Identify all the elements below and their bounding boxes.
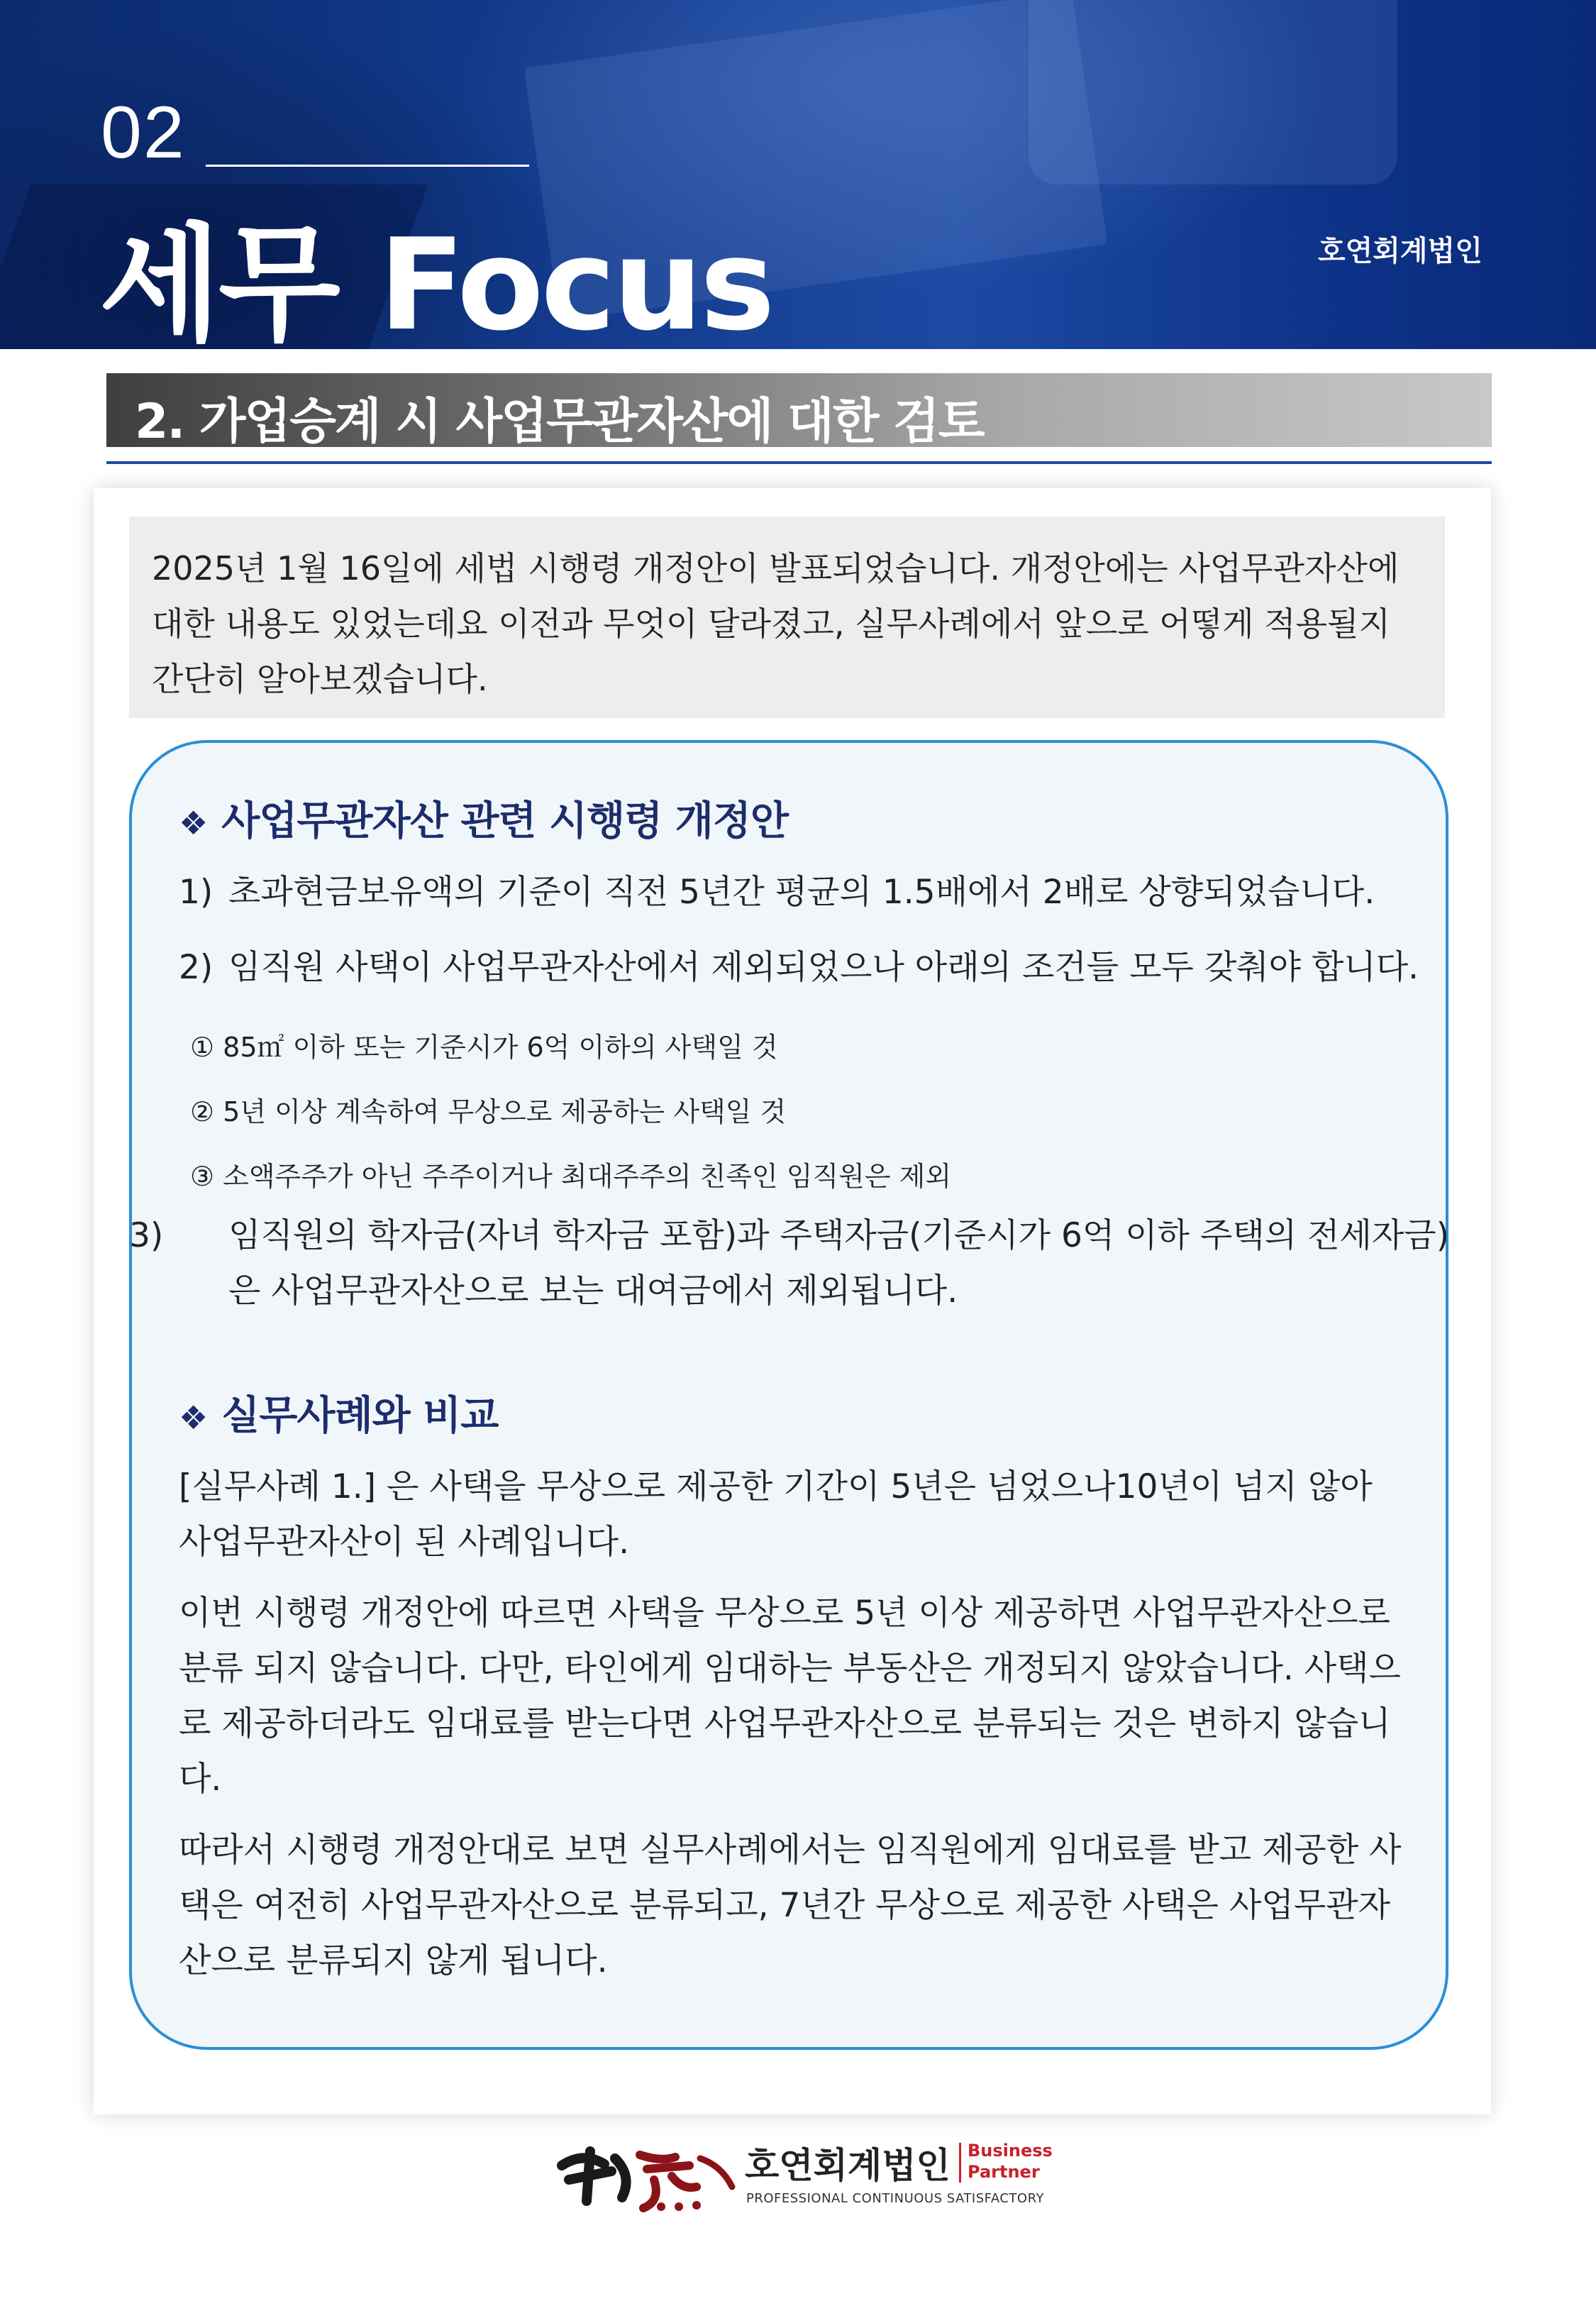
list-item-number: 2) xyxy=(179,948,214,987)
body-paragraph: 따라서 시행령 개정안대로 보면 실무사례에서는 임직원에게 임대료를 받고 제공한 사택은 여전히 사업무관자산으로 분류되고, 7년간 무상으로 제공한 사택은 사업무관자산으로 분류되지 않게 됩니다. xyxy=(179,1831,1402,1980)
list-item xyxy=(179,940,1427,995)
list-item-text: 초과현금보유액의 기준이 직전 5년간 평균의 1.5배에서 2배로 상향되었습니다. xyxy=(228,873,1375,912)
header-banner xyxy=(0,0,1596,349)
section1-heading-text: 사업무관자산 관련 시행령 개정안 xyxy=(221,798,789,844)
footer-divider xyxy=(959,2143,961,2183)
section-title-rule xyxy=(106,461,1492,464)
detail-panel xyxy=(129,740,1448,2050)
section-title: 2. 가업승계 시 사업무관자산에 대한 검토 xyxy=(135,394,984,450)
section-number: 02 xyxy=(101,92,186,174)
section-title-bar xyxy=(106,373,1492,450)
list-item-text: 임직원의 학자금(자녀 학자금 포함)과 주택자금(기준시가 6억 이하 주택의 전세자금) 은 사업무관자산으로 보는 대여금에서 제외됩니다. xyxy=(228,1216,1450,1311)
list-item-number: 1) xyxy=(179,873,214,912)
page-title: 세무 Focus xyxy=(99,211,772,349)
list-item-text: 임직원 사택이 사업무관자산에서 제외되었으나 아래의 조건들 모두 갖춰야 합니다. xyxy=(228,948,1419,987)
condition-item: ③ 소액주주가 아닌 주주이거나 최대주주의 친족인 임직원은 제외 xyxy=(190,1161,952,1192)
section2-heading xyxy=(179,1384,498,1441)
body-paragraph: [실무사례 1.] 은 사택을 무상으로 제공한 기간이 5년은 넘었으나10년이 넘지 않아 사업무관자산이 된 사례입니다. xyxy=(179,1467,1373,1562)
condition-item: ① 85㎡ 이하 또는 기준시가 6억 이하의 사택일 것 xyxy=(190,1032,778,1063)
footer-logo xyxy=(555,2137,1051,2215)
intro-text: 2025년 1월 16일에 세법 시행령 개정안이 발표되었습니다. 개정안에는 사업무관자산에 대한 내용도 있었는데요 이전과 무엇이 달라졌고, 실무사례에서 앞으로 어떻게 적용될지 간단히 알아보겠습니다. xyxy=(152,549,1400,698)
footer-badge xyxy=(968,2140,1053,2183)
list-item xyxy=(179,865,1427,920)
footer-badge-line1: Business xyxy=(968,2141,1053,2161)
list-item xyxy=(129,1208,1477,1319)
intro-box xyxy=(129,517,1445,718)
footer-badge-line2: Partner xyxy=(968,2162,1040,2182)
banner-photo-highlight xyxy=(1029,0,1397,184)
diamond-bullet-icon: ❖ xyxy=(179,1399,208,1437)
footer-tagline: PROFESSIONAL CONTINUOUS SATISFACTORY xyxy=(746,2191,1044,2206)
diamond-bullet-icon: ❖ xyxy=(179,804,208,842)
section2-heading-text: 실무사례와 비교 xyxy=(221,1393,499,1439)
section1-heading xyxy=(179,790,788,846)
list-item-number: 3) xyxy=(129,1216,164,1255)
section-number-rule xyxy=(206,165,529,167)
body-paragraph: 이번 시행령 개정안에 따르면 사택을 무상으로 5년 이상 제공하면 사업무관자산으로 분류 되지 않습니다. 다만, 타인에게 임대하는 부동산은 개정되지 않았습니다. 사택으로 제공하더라도 임대료를 받는다면 사업무관자산으로 분류되는 것은 변하지 않습니다. xyxy=(179,1594,1401,1799)
condition-item: ② 5년 이상 계속하여 무상으로 제공하는 사택일 것 xyxy=(190,1096,787,1127)
calligraphy-logo-icon xyxy=(555,2137,739,2215)
header-firm-name: 호연회계법인 xyxy=(1318,235,1483,267)
content-card xyxy=(94,488,1491,2114)
footer-firm-name: 호연회계법인 xyxy=(745,2145,951,2186)
